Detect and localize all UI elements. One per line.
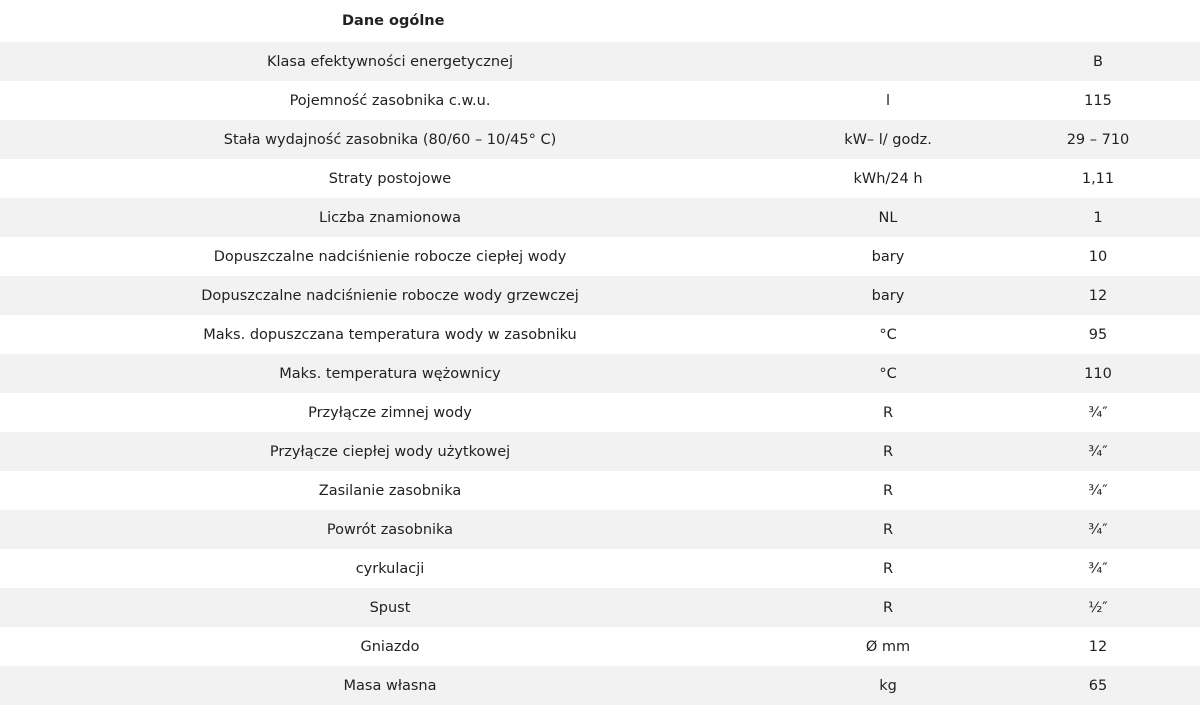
unit-cell: °C [879,326,897,343]
table-row [0,354,1200,393]
parameter-name-cell: Maks. temperatura wężownicy [279,365,501,382]
table-row [0,432,1200,471]
parameter-name-cell: Dopuszczalne nadciśnienie robocze ciepłej wody [213,248,567,265]
table-body [0,42,1200,705]
value-cell: 12 [1088,638,1108,655]
unit-cell [780,42,996,81]
parameter-name-cell: Zasilanie zasobnika [318,482,462,499]
value-cell: ¾″ [1088,560,1108,577]
parameter-name-cell: Klasa efektywności energetycznej [266,53,514,70]
value-cell: 10 [1088,248,1108,265]
unit-cell: R [882,482,894,499]
table-title: Dane ogólne [0,0,780,42]
unit-cell: R [882,560,894,577]
table-row [0,198,1200,237]
value-cell: 1 [1093,209,1103,226]
table-row [0,159,1200,198]
table-row [0,42,1200,81]
value-cell: B [1093,53,1103,70]
parameter-name-cell: Straty postojowe [328,170,452,187]
parameter-name-cell: Powrót zasobnika [326,521,454,538]
table-row [0,588,1200,627]
parameter-name-cell: Liczba znamionowa [319,209,461,226]
table-row [0,120,1200,159]
header-unit-cell [780,0,996,42]
value-cell: 95 [1088,326,1108,343]
value-cell: 110 [1084,365,1112,382]
parameter-name-cell: Przyłącze zimnej wody [308,404,472,421]
unit-cell: l [885,92,891,109]
value-cell: ¾″ [1088,482,1108,499]
unit-cell: kWh/24 h [853,170,923,187]
unit-cell: bary [871,248,905,265]
value-cell: 115 [1084,92,1112,109]
table-header-row [0,0,1200,42]
table-row [0,315,1200,354]
table-row [0,666,1200,705]
parameter-name-cell: Spust [369,599,411,616]
parameter-name-cell: Maks. dopuszczana temperatura wody w zasobniku [203,326,577,343]
parameter-name-cell: Gniazdo [360,638,420,655]
unit-cell: R [882,443,894,460]
table-row [0,276,1200,315]
value-cell: ¾″ [1088,521,1108,538]
unit-cell: °C [879,365,897,382]
value-cell: 65 [1088,677,1108,694]
value-cell: ¾″ [1088,443,1108,460]
parameter-name-cell: Przyłącze ciepłej wody użytkowej [269,443,511,460]
table-row [0,393,1200,432]
parameter-name-cell: Masa własna [343,677,437,694]
parameter-name-cell: Stała wydajność zasobnika (80/60 – 10/45° C) [223,131,557,148]
table-row [0,237,1200,276]
unit-cell: R [882,521,894,538]
value-cell: ¾″ [1088,404,1108,421]
unit-cell: NL [878,209,898,226]
table-row [0,510,1200,549]
unit-cell: R [882,599,894,616]
unit-cell: kW– l/ godz. [844,131,932,148]
unit-cell: R [882,404,894,421]
header-value-cell [996,0,1200,42]
table-row [0,627,1200,666]
parameter-name-cell: Dopuszczalne nadciśnienie robocze wody grzewczej [201,287,579,304]
table-row [0,471,1200,510]
value-cell: ½″ [1088,599,1108,616]
parameter-name-cell: cyrkulacji [355,560,425,577]
parameter-name-cell: Pojemność zasobnika c.w.u. [289,92,491,109]
value-cell: 29 – 710 [1066,131,1130,148]
unit-cell: bary [871,287,905,304]
table-row [0,549,1200,588]
unit-cell: Ø mm [865,638,911,655]
table-row [0,81,1200,120]
value-cell: 1,11 [1081,170,1115,187]
value-cell: 12 [1088,287,1108,304]
unit-cell: kg [879,677,897,694]
